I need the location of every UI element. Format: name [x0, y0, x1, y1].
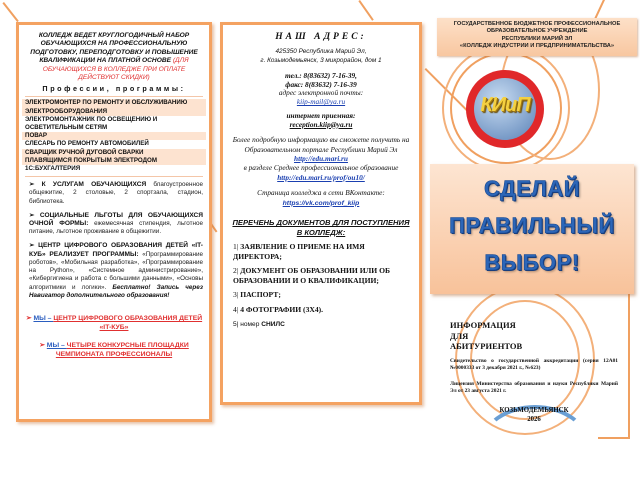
license-text: Лицензия Министерства образования и науки Республики Марий Эл от 23 августа 2021 г. — [450, 381, 618, 394]
intro-bold: КОЛЛЕДЖ ВЕДЕТ КРУГЛОГОДИЧНЫЙ НАБОР ОБУЧАЮЩИХСЯ НА ПРОФЕССИОНАЛЬНУЮ ПОДГОТОВКУ, ПЕРЕПОДГОТОВКУ И ПОВЫШЕНИЕ КВАЛИФИКАЦИИ НА ПЛАТНОЙ ОСНОВЕ — [30, 32, 198, 65]
we-item — [25, 341, 203, 359]
portal-link[interactable]: http://edu.mari.ru — [294, 154, 348, 164]
portal-section-link[interactable]: http://edu.mari.ru/prof/ou10/ — [277, 172, 365, 182]
profession-item: ЭЛЕКТРОМОНТЕР ПО РЕМОНТУ И ОБСЛУЖИВАНИЮ — [22, 99, 206, 107]
address — [231, 47, 411, 65]
divider — [25, 176, 203, 177]
email-label: адрес электронной почты: — [278, 88, 364, 98]
we-text: ЦЕНТР ЦИФРОВОГО ОБРАЗОВАНИЯ ДЕТЕЙ «IT-КУБ» — [53, 314, 203, 331]
profession-item: ЭЛЕКТРООБОРУДОВАНИЯ — [22, 108, 206, 116]
vk-block — [231, 188, 411, 208]
institution-line: ОБРАЗОВАТЕЛЬНОЕ УЧРЕЖДЕНИЕ — [486, 28, 588, 35]
slogan-line: ПРАВИЛЬНЫЙ — [449, 213, 615, 238]
decorative-line — [2, 2, 18, 22]
reception-email-link[interactable]: reception.kiip@ya.ru — [289, 119, 353, 129]
arrow-icon: ➢ — [39, 341, 45, 349]
institution-header — [437, 18, 637, 56]
profession-item: 1С:БУХГАЛТЕРИЯ — [25, 165, 81, 173]
arrow-icon: ➢ — [29, 211, 35, 219]
itcube-text: «Программирование роботов», «Мобильная разработка», «Программирование на Python», «Системное администрирование», «Кибергигиена и работа с большими данными», «Основы алгоритмики и логики». — [29, 250, 203, 291]
slogan-line: СДЕЛАЙ — [483, 176, 581, 201]
left-panel — [16, 22, 212, 422]
decorative-line — [358, 0, 373, 21]
arrow-icon: ➢ — [29, 181, 35, 189]
document-item: 1| ЗАЯВЛЕНИЕ О ПРИЕМЕ НА ИМЯ ДИРЕКТОРА; — [233, 242, 365, 261]
middle-panel — [220, 22, 422, 405]
document-item: 5| номер СНИЛС — [233, 320, 285, 328]
profession-item: СЛЕСАРЬ ПО РЕМОНТУ АВТОМОБИЛЕЙ — [25, 140, 149, 148]
phone: тел.: 8(83632) 7-16-39, — [285, 71, 357, 80]
professions-title: Профессии, программы: — [42, 84, 186, 94]
arrow-icon: ➢ — [29, 242, 35, 250]
benefits-title: СОЦИАЛЬНЫЕ ЛЬГОТЫ ДЛЯ ОБУЧАЮЩИХСЯ ОЧНОЙ ФОРМЫ: — [29, 211, 203, 228]
services-block — [29, 181, 203, 206]
institution-line: «КОЛЛЕДЖ ИНДУСТРИИ И ПРЕДПРИНИМАТЕЛЬСТВА» — [459, 43, 615, 50]
college-logo — [466, 70, 544, 148]
itcube-block — [29, 242, 203, 299]
document-item: 4| 4 ФОТОГРАФИИ (3Х4). — [233, 305, 324, 315]
itcube-emphasis: Бесплатно! Запись через Навигатор дополнительного образования! — [29, 283, 203, 299]
documents-title: ПЕРЕЧЕНЬ ДОКУМЕНТОВ ДЛЯ ПОСТУПЛЕНИЯ В КОЛЛЕДЖ: — [232, 218, 410, 237]
institution-line: ГОСУДАРСТВЕННОЕ БЮДЖЕТНОЕ ПРОФЕССИОНАЛЬНОЕ — [453, 21, 621, 27]
decorative-line — [598, 437, 630, 439]
address-line: 425350 Республика Марий Эл, — [275, 48, 367, 55]
benefits-text: ежемесячная стипендия, льготное питание, льготное проживание в общежитии. — [29, 220, 203, 236]
divider — [25, 96, 203, 97]
reception-label: интернет приемная: — [286, 110, 356, 120]
we-prefix: МЫ – — [33, 314, 54, 322]
portal-block — [231, 135, 411, 182]
fax: факс: 8(83632) 7-16-39 — [285, 79, 357, 89]
services-title: К УСЛУГАМ ОБУЧАЮЩИХСЯ — [41, 181, 147, 189]
profession-item: СВАРЩИК РУЧНОЙ ДУГОВОЙ СВАРКИ — [22, 149, 206, 157]
institution-line: РЕСПУБЛИКИ МАРИЙ ЭЛ — [501, 35, 573, 42]
we-prefix: МЫ – — [46, 341, 67, 349]
decorative-line — [594, 0, 605, 20]
info-title: ИНФОРМАЦИЯ ДЛЯ АБИТУРИЕНТОВ — [450, 320, 523, 351]
email-link[interactable]: kiip-mail@ya.ru — [296, 97, 346, 107]
services-text: благоустроенное общежитие, 2 столовые, 2 спортзала, стадион, библиотека. — [29, 181, 203, 205]
benefits-block — [29, 212, 203, 237]
itcube-title: ЦЕНТР ЦИФРОВОГО ОБРАЗОВАНИЯ ДЕТЕЙ «IT-КУБ» РЕАЛИЗУЕТ ПРОГРАММЫ: — [29, 242, 203, 258]
portal-section-text: в разделе Среднее профессиональное образование — [243, 163, 399, 173]
slogan-line: ВЫБОР! — [484, 250, 580, 275]
profession-item: ПОВАР — [22, 132, 206, 140]
arrow-icon: ➢ — [25, 314, 32, 322]
vk-text: Страница колледжа в сети ВКонтакте: — [257, 188, 385, 198]
profession-item: ОСВЕТИТЕЛЬНЫМ СЕТЯМ — [25, 124, 108, 132]
profession-item: ЭЛЕКТРОМОНТАЖНИК ПО ОСВЕЩЕНИЮ И — [25, 115, 158, 123]
document-item: 2| ДОКУМЕНТ ОБ ОБРАЗОВАНИИ ИЛИ ОБ ОБРАЗОВАНИИ И О КВАЛИФИКАЦИИ; — [233, 266, 391, 285]
phone-block — [231, 72, 411, 89]
profession-item: ПЛАВЯЩИМСЯ ПОКРЫТЫМ ЭЛЕКТРОДОМ — [22, 157, 206, 165]
logo-text: КИиП — [480, 94, 530, 116]
intro-text — [25, 32, 203, 82]
document-item: 3| ПАСПОРТ; — [233, 290, 281, 300]
slogan-box — [430, 164, 634, 294]
address-line: г. Козьмодемьянск, 3 микрорайон, дом 1 — [260, 57, 382, 64]
vk-link[interactable]: https://vk.com/prof_kiip — [282, 199, 360, 207]
portal-text: Более подробную информацию вы сможете получить на Образовательном портале Республики Марий Эл — [232, 135, 410, 154]
address-title: НАШ АДРЕС: — [275, 32, 367, 42]
city: КОЗЬМОДЕМЬЯНСК — [499, 407, 569, 414]
accreditation-text: Свидетельство о государственной аккредитации (серия 12А01 №0000333 от 3 декабря 2021 г., №623) — [450, 358, 618, 371]
professions-list — [22, 99, 206, 173]
we-text: ЧЕТЫРЕ КОНКУРСНЫЕ ПЛОЩАДКИ ЧЕМПИОНАТА ПРОФЕССИОНАЛЫ — [55, 341, 189, 358]
we-item — [25, 314, 203, 332]
city-year — [450, 407, 618, 424]
intro-discount-note: (ДЛЯ ОБУЧАЮЩИХСЯ В КОЛЛЕДЖЕ ПРИ ОПЛАТЕ ДЕЙСТВУЮТ СКИДКИ) — [42, 57, 189, 82]
year: 2026 — [527, 415, 541, 423]
